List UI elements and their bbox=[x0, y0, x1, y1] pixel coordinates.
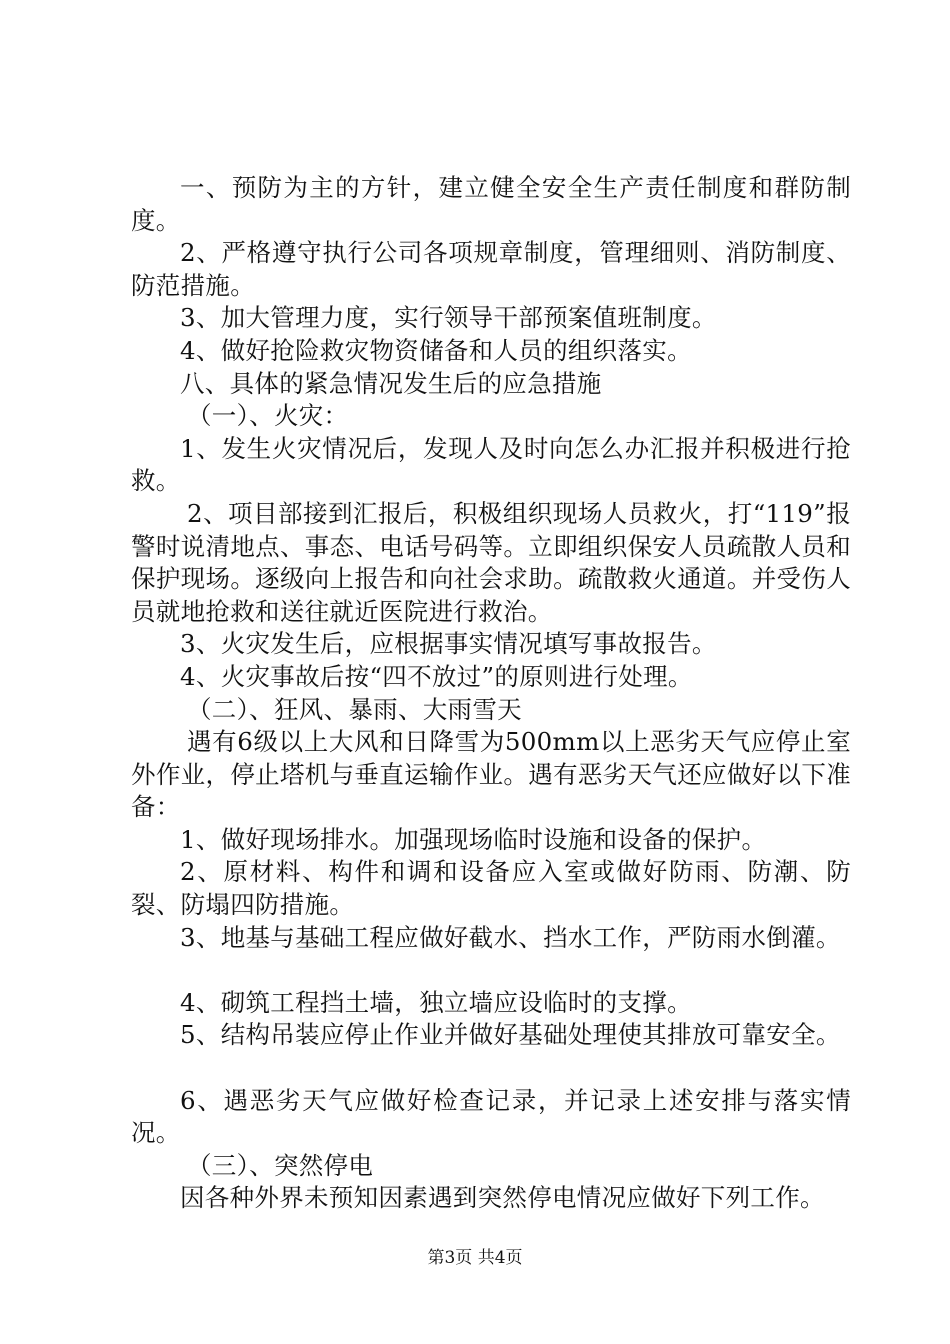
subsection-heading-fire: （一）、火灾： bbox=[187, 401, 349, 431]
paragraph-management: 3、加大管理力度，实行领导干部预案值班制度。 bbox=[180, 303, 717, 333]
paragraph-power-outage: 因各种外界未预知因素遇到突然停电情况应做好下列工作。 bbox=[180, 1183, 825, 1213]
paragraph-fire-2: 2、项目部接到汇报后，积极组织现场人员救火，打“119”报警时说清地点、事态、电话号码等。立即组织保安人员疏散人员和保护现场。逐级向上报告和向社会求助。疏散救火通道。并受伤人员就地抢救和送往就近医院进行救治。 bbox=[131, 498, 851, 626]
paragraph-storm-6: 6、遇恶劣天气应做好检查记录，并记录上述安排与落实情况。 bbox=[131, 1085, 851, 1148]
subsection-heading-power-outage: （三）、突然停电 bbox=[187, 1150, 374, 1180]
section-heading-emergency-measures: 八、具体的紧急情况发生后的应急措施 bbox=[180, 368, 602, 398]
paragraph-fire-1: 1、发生火灾情况后，发现人及时向怎么办汇报并积极进行抢救。 bbox=[131, 433, 851, 496]
paragraph-fire-4: 4、火灾事故后按“四不放过”的原则进行处理。 bbox=[180, 661, 693, 691]
paragraph-prevention-policy: 一、预防为主的方针，建立健全安全生产责任制度和群防制度。 bbox=[131, 173, 851, 235]
paragraph-storm-2: 2、原材料、构件和调和设备应入室或做好防雨、防潮、防裂、防塌四防措施。 bbox=[131, 857, 851, 920]
paragraph-storm-3: 3、地基与基础工程应做好截水、挡水工作，严防雨水倒灌。 bbox=[180, 922, 841, 952]
page-number-footer: 第3页 共4页 bbox=[427, 1248, 523, 1268]
paragraph-storm-4: 4、砌筑工程挡土墙，独立墙应设临时的支撑。 bbox=[180, 987, 692, 1017]
paragraph-rescue-supplies: 4、做好抢险救灾物资储备和人员的组织落实。 bbox=[180, 335, 692, 365]
paragraph-fire-3: 3、火灾发生后，应根据事实情况填写事故报告。 bbox=[180, 629, 717, 659]
subsection-heading-storm: （二）、狂风、暴雨、大雨雪天 bbox=[187, 694, 522, 724]
paragraph-rules-compliance: 2、严格遵守执行公司各项规章制度，管理细则、消防制度、防范措施。 bbox=[131, 238, 851, 300]
paragraph-storm-5: 5、结构吊装应停止作业并做好基础处理使其排放可靠安全。 bbox=[180, 1020, 841, 1050]
document-body bbox=[131, 172, 851, 1215]
paragraph-storm-intro: 遇有6级以上大风和日降雪为500mm以上恶劣天气应停止室外作业，停止塔机与垂直运输作业。遇有恶劣天气还应做好以下准备： bbox=[131, 727, 851, 822]
paragraph-storm-1: 1、做好现场排水。加强现场临时设施和设备的保护。 bbox=[180, 824, 767, 854]
